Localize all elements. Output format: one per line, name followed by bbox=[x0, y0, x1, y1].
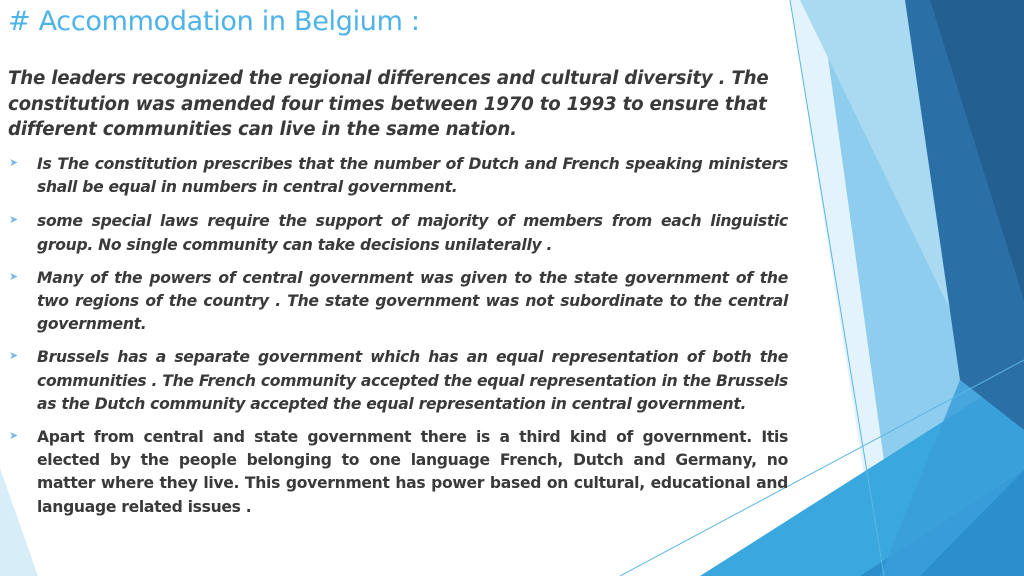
bullet-item bbox=[8, 426, 788, 519]
bullet-text: some special laws require the support of majority of members from each linguistic group. No single community can take decisions unilaterally . bbox=[37, 212, 788, 254]
bullet-text: Apart from central and state government there is a third kind of government. Itis elected by the people belonging to one language French, Dutch and Germany, no matter where they live. This government has power based on cultural, educational and language related issues . bbox=[37, 428, 788, 516]
bullet-item bbox=[8, 346, 788, 416]
bullet-text: Many of the powers of central government was given to the state government of the two regions of the country . The state government was not subordinate to the central government. bbox=[37, 268, 788, 334]
arrow-bullet-icon: ➤ bbox=[9, 156, 19, 169]
bullet-item bbox=[8, 210, 788, 256]
intro-paragraph: The leaders recognized the regional differences and cultural diversity . The constitution was amended four times between 1970 to 1993 to ensure that different communities can live in the same nation. bbox=[8, 68, 769, 140]
bullet-item bbox=[8, 153, 788, 199]
slide-title: # Accommodation in Belgium : bbox=[8, 6, 420, 37]
bullet-list bbox=[8, 153, 788, 519]
bullet-item bbox=[8, 267, 788, 337]
bullet-text: Is The constitution prescribes that the number of Dutch and French speaking ministers shall be equal in numbers in central government. bbox=[37, 155, 788, 197]
arrow-bullet-icon: ➤ bbox=[9, 429, 19, 443]
bullet-text: Brussels has a separate government which has an equal representation of both the communities . The French community accepted the equal representation in the Brussels as the Dutch community accepted the equal representation in central government. bbox=[37, 348, 788, 413]
arrow-bullet-icon: ➤ bbox=[9, 269, 19, 283]
arrow-bullet-icon: ➤ bbox=[9, 213, 19, 227]
arrow-bullet-icon: ➤ bbox=[9, 349, 19, 363]
